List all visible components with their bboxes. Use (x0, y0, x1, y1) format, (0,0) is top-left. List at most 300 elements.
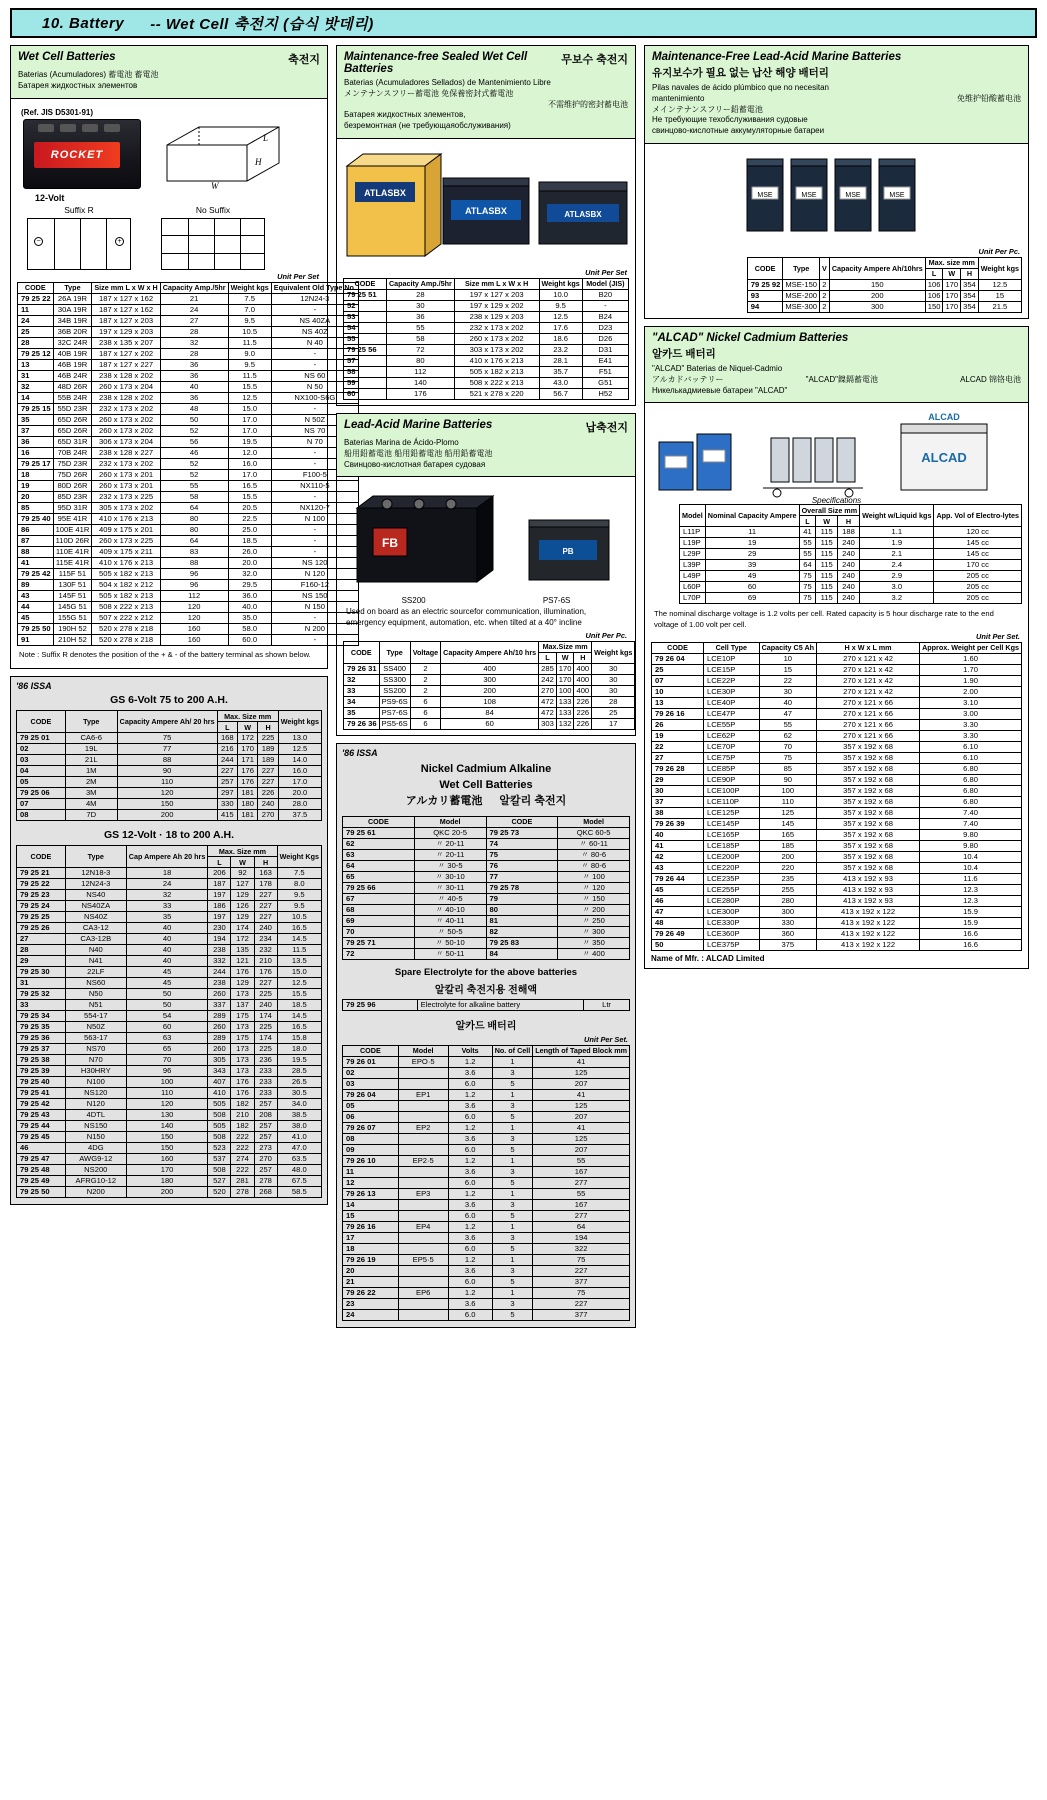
cell-type: 4DG (65, 1143, 126, 1154)
cell-weight: 35.0 (228, 612, 271, 623)
table-row (17, 1066, 322, 1077)
cell-model: L29P (679, 549, 705, 560)
cell-code: 88 (18, 546, 54, 557)
cell-capacity: 58 (160, 491, 228, 502)
cell-code: 42 (652, 851, 704, 862)
table-row (652, 697, 1022, 708)
th-cells: No. of Cell (492, 1045, 533, 1056)
suffix-r-diagram (27, 218, 131, 270)
cell-model: EP3 (398, 1188, 448, 1199)
table-row (17, 934, 322, 945)
cell-type: H30HRY (65, 1066, 126, 1077)
cell-weight: 6.80 (920, 785, 1022, 796)
table-row (18, 392, 359, 403)
cell-code: 48 (652, 917, 704, 928)
cell-weight: 11.5 (277, 945, 321, 956)
th-code-2: CODE (486, 816, 558, 827)
svg-text:W: W (211, 180, 219, 189)
cell-code: 79 25 39 (17, 1066, 66, 1077)
cell-width: 115 (816, 560, 837, 571)
issa-6v-title: GS 6-Volt 75 to 200 A.H. (110, 694, 228, 707)
cell-capacity: 63 (126, 1033, 208, 1044)
table-row (343, 904, 630, 915)
table-row (18, 414, 359, 425)
th-maxsize: Max.Size mm (539, 641, 592, 652)
cell-dimensions: 270 x 121 x 42 (817, 653, 920, 664)
cell-length: 75 (799, 571, 816, 582)
cell-code: 37 (18, 425, 54, 436)
cell-code: 38 (652, 807, 704, 818)
cell-width: 222 (231, 1143, 254, 1154)
table-row (17, 967, 322, 978)
cell-model: 〃 50-11 (414, 948, 486, 959)
table-row (343, 1177, 630, 1188)
lead-marine-sub1: Baterias Marina de Ácido-Plomo (344, 437, 459, 447)
cell-size: 410 x 176 x 213 (92, 557, 160, 568)
cell-type: PS9-6S (379, 696, 410, 707)
cell-weight: 14.0 (278, 755, 321, 766)
cell-length: 227 (217, 766, 237, 777)
cell-nominal-capacity: 49 (705, 571, 799, 582)
cell-weight: 9.5 (277, 890, 321, 901)
cell-code: 05 (343, 1100, 399, 1111)
cell-model: EP4 (398, 1221, 448, 1232)
no-suffix-label: No Suffix (195, 204, 231, 215)
cell-capacity: 24 (160, 304, 228, 315)
cell-code: 79 25 61 (343, 827, 415, 838)
cell-nominal-capacity: 11 (705, 527, 799, 538)
cell-weight: 14.5 (277, 1011, 321, 1022)
cell-length: 527 (208, 1176, 231, 1187)
cell-type: NS40ZA (65, 901, 126, 912)
cell-code: 12 (343, 1177, 399, 1188)
wet-cell-sub1: Baterias (Acumuladores) 蓄電池 蓄電池 (18, 70, 159, 79)
cell-code: 67 (343, 893, 415, 904)
cell-dimensions: 357 x 192 x 68 (817, 774, 920, 785)
cell-weight: 12.5 (539, 311, 582, 322)
table-row (18, 546, 359, 557)
cell-code: 37 (652, 796, 704, 807)
table-row (747, 290, 1021, 301)
cell-count: 5 (492, 1078, 533, 1089)
cell-weight: 2.1 (860, 549, 934, 560)
cell-size: 232 x 173 x 225 (92, 491, 160, 502)
cell-width: 180 (237, 799, 257, 810)
cell-height: 225 (254, 1022, 277, 1033)
table-row (18, 458, 359, 469)
table-row (18, 524, 359, 535)
th-code: CODE (344, 278, 387, 289)
th-code: CODE (17, 711, 66, 733)
table-row (652, 675, 1022, 686)
table-row (343, 937, 630, 948)
cell-length: 523 (208, 1143, 231, 1154)
mf-marine-sub-ru1: Не требующие техобслуживания судовые (652, 115, 808, 125)
table-row (652, 928, 1022, 939)
cell-taped-length: 55 (533, 1155, 630, 1166)
table-row (343, 1199, 630, 1210)
cell-type: LCE280P (704, 895, 760, 906)
cell-dimensions: 357 x 192 x 68 (817, 862, 920, 873)
cell-weight: 12.5 (978, 279, 1021, 290)
cell-type: 75D 26R (53, 469, 92, 480)
cell-voltage: 2 (820, 301, 830, 312)
cell-type: 110E 41R (53, 546, 92, 557)
cell-length: 206 (208, 868, 231, 879)
cell-type: 210H 52 (53, 634, 92, 645)
cell-code: 79 25 42 (18, 568, 54, 579)
cell-size: 409 x 175 x 201 (92, 524, 160, 535)
cell-dimensions: 357 x 192 x 68 (817, 807, 920, 818)
cell-capacity: 50 (126, 1000, 208, 1011)
cell-equivalent: - (271, 612, 358, 623)
cell-code: 79 25 40 (17, 1077, 66, 1088)
cell-weight: 15.0 (228, 403, 271, 414)
cell-length: 41 (799, 527, 816, 538)
cell-code: 79 25 66 (343, 882, 415, 893)
cell-capacity: 33 (126, 901, 208, 912)
table-row (652, 730, 1022, 741)
cell-capacity: 120 (117, 788, 217, 799)
mf-marine-cell-photos (651, 149, 1022, 245)
cell-weight: 1.60 (920, 653, 1022, 664)
cell-count: 3 (492, 1232, 533, 1243)
cell-height: 226 (574, 696, 592, 707)
cell-type: 32C 24R (53, 337, 92, 348)
cell-size: 238 x 128 x 227 (92, 447, 160, 458)
cell-capacity: 55 (759, 719, 816, 730)
cell-weight: 12.5 (228, 392, 271, 403)
cell-weight: 10.4 (920, 851, 1022, 862)
cell-code-2: 76 (486, 860, 558, 871)
cell-code: 85 (18, 502, 54, 513)
cell-nominal-capacity: 69 (705, 593, 799, 604)
cell-taped-length: 125 (533, 1133, 630, 1144)
cell-size: 238 x 129 x 203 (454, 311, 539, 322)
table-row (344, 366, 629, 377)
cell-type: 12N18-3 (65, 868, 126, 879)
cell-width: 170 (943, 301, 961, 312)
table-row (17, 901, 322, 912)
cell-code: 08 (17, 810, 66, 821)
cell-type: 34B 19R (53, 315, 92, 326)
lead-marine-sub-jp: 船用鉛蓄電池 船用鉛蓄電池 船用鉛蓄電池 (344, 448, 493, 458)
cell-height: 226 (574, 707, 592, 718)
cell-taped-length: 207 (533, 1111, 630, 1122)
cell-width: 127 (231, 879, 254, 890)
cell-taped-length: 227 (533, 1265, 630, 1276)
cell-capacity: 112 (160, 590, 228, 601)
cell-capacity: 88 (117, 755, 217, 766)
cell-capacity: 255 (759, 884, 816, 895)
cell-weight: 28.1 (539, 355, 582, 366)
cell-capacity: 72 (386, 344, 454, 355)
cell-count: 1 (492, 1056, 533, 1067)
cell-height: 268 (254, 1187, 277, 1198)
cell-weight: 40.0 (228, 601, 271, 612)
cell-weight: 17.0 (228, 414, 271, 425)
cell-width: 100 (556, 685, 574, 696)
cell-length: 289 (208, 1033, 231, 1044)
table-row (17, 755, 322, 766)
table-row (17, 1055, 322, 1066)
cell-type: NS60 (65, 978, 126, 989)
table-row (17, 1000, 322, 1011)
cell-weight: 15.8 (277, 1033, 321, 1044)
cell-type: LCE360P (704, 928, 760, 939)
cell-code: 60 (344, 388, 387, 399)
cell-length: 297 (217, 788, 237, 799)
th-weight: Weight kgs (539, 278, 582, 289)
table-row (17, 879, 322, 890)
cell-height: 240 (258, 799, 278, 810)
table-row (343, 1287, 630, 1298)
cell-code: 72 (343, 948, 415, 959)
cell-capacity: 150 (126, 1143, 208, 1154)
th-maxsize: Max. size mm (925, 257, 978, 268)
cell-capacity: 55 (160, 480, 228, 491)
th-l: L (925, 268, 943, 279)
cell-width: 132 (556, 718, 574, 729)
mf-marine-sub-cn: 免维护铅酸蓄电池 (957, 93, 1021, 103)
cell-weight: 7.40 (920, 807, 1022, 818)
table-row (17, 1165, 322, 1176)
cell-width: 222 (231, 1165, 254, 1176)
cell-height: 233 (254, 1077, 277, 1088)
cell-code: 79 25 32 (17, 989, 66, 1000)
cell-weight: 8.0 (277, 879, 321, 890)
cell-weight: 6.80 (920, 796, 1022, 807)
cell-model: L60P (679, 582, 705, 593)
cell-equivalent: - (271, 535, 358, 546)
taped-block-table (342, 1045, 630, 1321)
cell-width: 176 (231, 1088, 254, 1099)
cell-capacity: 54 (126, 1011, 208, 1022)
cell-type: 55B 24R (53, 392, 92, 403)
cell-code: 19 (652, 730, 704, 741)
sealed-sub-ru1: Батарея жидкостных элементов, (344, 110, 466, 120)
cell-capacity: 176 (386, 388, 454, 399)
cell-type: 95D 31R (53, 502, 92, 513)
cell-capacity: 40 (126, 956, 208, 967)
cell-equivalent: - (271, 491, 358, 502)
cell-type: 21L (65, 755, 117, 766)
cell-weight: 26.5 (277, 1077, 321, 1088)
cell-length: 242 (539, 674, 557, 685)
table-row (17, 923, 322, 934)
cell-dimensions: 270 x 121 x 66 (817, 719, 920, 730)
cell-capacity: 70 (126, 1055, 208, 1066)
cell-weight: 17.6 (539, 322, 582, 333)
cell-code: 65 (343, 871, 415, 882)
table-row (652, 917, 1022, 928)
table-row (343, 1067, 630, 1078)
cell-dimensions: 357 x 192 x 68 (817, 785, 920, 796)
cell-capacity: 375 (759, 939, 816, 950)
table-row (17, 788, 322, 799)
table-row (652, 906, 1022, 917)
cell-code: 04 (17, 766, 66, 777)
cell-dimensions: 413 x 192 x 93 (817, 884, 920, 895)
cell-type: NS70 (65, 1044, 126, 1055)
cell-type: LCE55P (704, 719, 760, 730)
cell-dimensions: 270 x 121 x 66 (817, 730, 920, 741)
cell-code: 68 (343, 904, 415, 915)
cell-count: 3 (492, 1067, 533, 1078)
table-row (343, 1276, 630, 1287)
cell-model: 〃 50-5 (414, 926, 486, 937)
cell-equivalent: NS 60 (271, 370, 358, 381)
cell-taped-length: 377 (533, 1309, 630, 1320)
svg-text:H: H (255, 156, 262, 167)
cell-weight: 20.5 (228, 502, 271, 513)
cell-width: 175 (231, 1033, 254, 1044)
alcad-spec-table (679, 504, 1022, 604)
cell-type: N50 (65, 989, 126, 1000)
cell-code: 79 25 44 (17, 1121, 66, 1132)
cell-type: N50Z (65, 1022, 126, 1033)
cell-volts: 3.6 (448, 1100, 492, 1111)
cell-length: 194 (208, 934, 231, 945)
cell-size: 187 x 127 x 227 (92, 359, 160, 370)
cell-code-2: 79 25 78 (486, 882, 558, 893)
cell-type: MSE-150 (783, 279, 820, 290)
cell-code: 69 (343, 915, 415, 926)
cell-length: 472 (539, 696, 557, 707)
cell-size: 260 x 173 x 202 (454, 333, 539, 344)
cell-type: CA6-6 (65, 733, 117, 744)
cell-taped-length: 377 (533, 1276, 630, 1287)
table-row (343, 1243, 630, 1254)
table-row (652, 862, 1022, 873)
cell-voltage: 2 (410, 685, 440, 696)
table-row (18, 436, 359, 447)
table-row (344, 377, 629, 388)
cell-volts: 1.2 (448, 1056, 492, 1067)
cell-model: H52 (582, 388, 628, 399)
cell-capacity: 47 (759, 708, 816, 719)
spare-electrolyte-title-kr: 알칼리 축전지용 전해액 (434, 984, 538, 996)
cell-model: 〃 40-5 (414, 893, 486, 904)
cell-weight: 1.1 (860, 527, 934, 538)
cell-weight: 58.5 (277, 1187, 321, 1198)
cell-type: LCE125P (704, 807, 760, 818)
cell-dimensions: 413 x 192 x 93 (817, 895, 920, 906)
cell-code: 27 (652, 752, 704, 763)
cell-model: EP2·5 (398, 1155, 448, 1166)
th-capacity: Cap Ampere Ah 20 hrs (126, 846, 208, 868)
cell-code: 10 (652, 686, 704, 697)
cell-weight: 12.3 (920, 895, 1022, 906)
cell-code-2: 79 25 73 (486, 827, 558, 838)
cell-type: NS40Z (65, 912, 126, 923)
cell-volts: 6.0 (448, 1177, 492, 1188)
cell-model (398, 1100, 448, 1111)
cell-capacity: 100 (126, 1077, 208, 1088)
cell-width: 173 (231, 989, 254, 1000)
cell-code: 46 (652, 895, 704, 906)
cell-model: 〃 50-10 (414, 937, 486, 948)
cell-weight: 9.5 (277, 901, 321, 912)
table-row (679, 560, 1021, 571)
cell-count: 1 (492, 1155, 533, 1166)
sealed-panel (336, 45, 636, 406)
cell-equivalent: NX120-7 (271, 502, 358, 513)
cell-code: 89 (18, 579, 54, 590)
cell-volts: 3.6 (448, 1133, 492, 1144)
cell-size: 238 x 135 x 207 (92, 337, 160, 348)
cell-weight: 16.0 (228, 458, 271, 469)
cell-code: 79 25 50 (17, 1187, 66, 1198)
cell-weight: 11.5 (228, 337, 271, 348)
cell-size: 521 x 278 x 220 (454, 388, 539, 399)
cell-voltage: 2 (820, 290, 830, 301)
cell-type: 4M (65, 799, 117, 810)
cell-dimensions: 357 x 192 x 68 (817, 763, 920, 774)
cell-type: 3M (65, 788, 117, 799)
cell-length: 55 (799, 538, 816, 549)
cell-height: 227 (254, 901, 277, 912)
cell-length: 505 (208, 1121, 231, 1132)
svg-text:ALCAD: ALCAD (928, 412, 960, 423)
cell-type: LCE165P (704, 829, 760, 840)
cell-weight: 10.5 (228, 326, 271, 337)
cell-weight: 3.10 (920, 697, 1022, 708)
cell-type: 554-17 (65, 1011, 126, 1022)
cell-model-2: 〃 150 (558, 893, 630, 904)
cell-model: EP1 (398, 1089, 448, 1100)
cell-size: 260 x 173 x 201 (92, 469, 160, 480)
cell-type: N70 (65, 1055, 126, 1066)
cell-capacity: 280 (759, 895, 816, 906)
cell-type: 40B 19R (53, 348, 92, 359)
cell-model-2: 〃 200 (558, 904, 630, 915)
spare-code: 79 25 96 (343, 999, 418, 1010)
cell-dimensions: 357 x 192 x 68 (817, 818, 920, 829)
cell-model: - (582, 300, 628, 311)
cell-capacity: 60 (441, 718, 539, 729)
cell-capacity: 45 (126, 978, 208, 989)
cell-length: 285 (539, 663, 557, 674)
svg-text:ATLASBX: ATLASBX (364, 187, 406, 198)
cell-model-2: 〃 100 (558, 871, 630, 882)
cell-type: 563-17 (65, 1033, 126, 1044)
cell-code: 70 (343, 926, 415, 937)
cell-size: 197 x 129 x 203 (92, 326, 160, 337)
table-row (652, 763, 1022, 774)
cell-code: 52 (344, 300, 387, 311)
cell-type: LCE22P (704, 675, 760, 686)
cell-width: 175 (231, 1011, 254, 1022)
cell-volts: 3.6 (448, 1067, 492, 1078)
cell-type: NS150 (65, 1121, 126, 1132)
marine-battery-photos (343, 482, 629, 606)
wet-cell-header (11, 46, 327, 99)
cell-height: 354 (961, 301, 979, 312)
cell-width: 174 (231, 923, 254, 934)
th-nominal-capacity: Nominal Capacity Ampere (705, 505, 799, 527)
cell-capacity: 400 (441, 663, 539, 674)
cell-height: 270 (254, 1154, 277, 1165)
table-row (343, 1210, 630, 1221)
cell-model: 〃 30-11 (414, 882, 486, 893)
alcad-unit: Unit Per Set. (976, 631, 1020, 641)
lead-marine-usage-note: Used on board as an electric sourcefor communication, illumination, emergency equipment, automation, etc. when tilted at a 40° incline (346, 607, 587, 628)
cell-length: 244 (217, 755, 237, 766)
cell-model: G51 (582, 377, 628, 388)
cell-capacity: 36 (160, 370, 228, 381)
cell-length: 508 (208, 1132, 231, 1143)
